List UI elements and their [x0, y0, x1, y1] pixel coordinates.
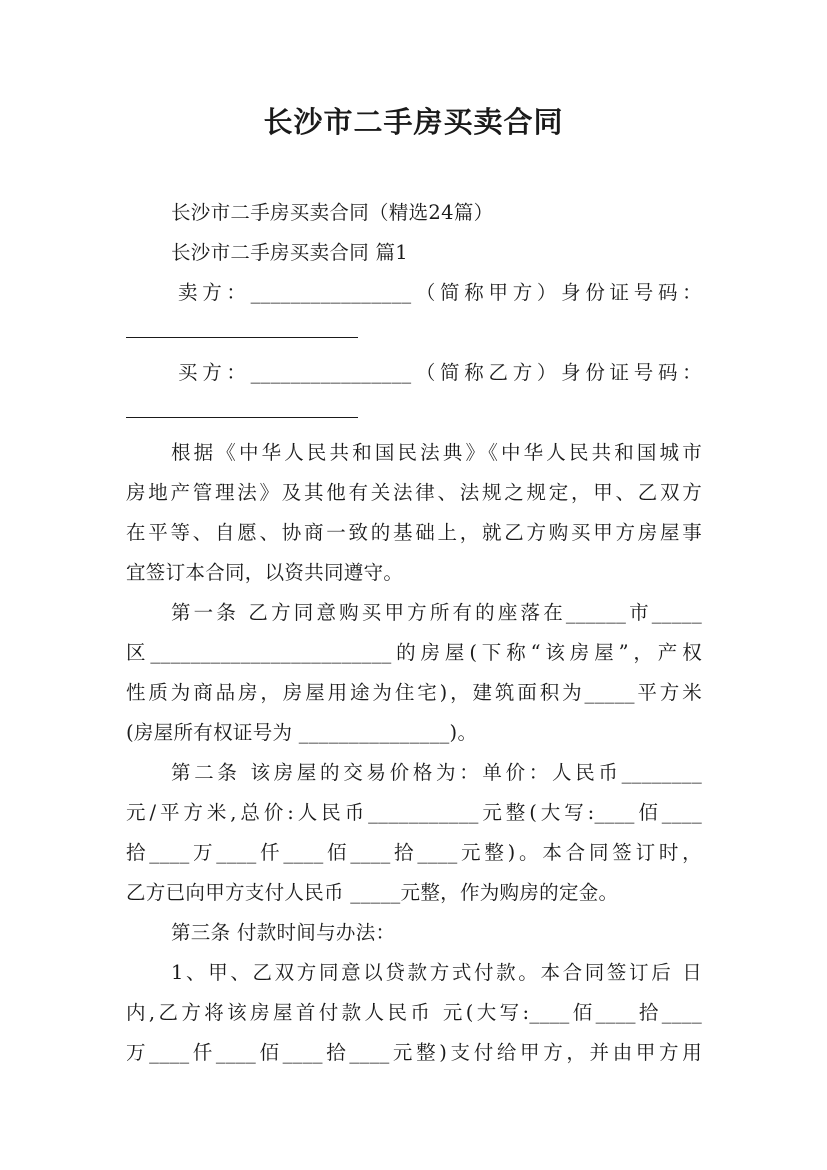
buyer-id-blank: [126, 393, 702, 433]
article-2-line-1: 第二条 该房屋的交易价格为：单价：人民币________: [171, 761, 702, 784]
buyer-line: 买方：________________（简称乙方）身份证号码：: [178, 361, 702, 384]
article-3-line-2: 内,乙方将该房屋首付款人民币 元(大写:____佰____拾____: [126, 1001, 702, 1024]
article-3-heading: 第三条 付款时间与办法：: [171, 921, 396, 944]
document-title: 长沙市二手房买卖合同: [263, 105, 564, 139]
section-heading: 长沙市二手房买卖合同 篇1: [171, 241, 409, 264]
buyer-id-underline: [126, 393, 358, 418]
preamble-line-3: 在平等、自愿、协商一致的基础上，就乙方购买甲方房屋事: [126, 521, 702, 544]
article-1-line-2: 区________________________的房屋(下称“该房屋”，产权: [126, 641, 702, 664]
preamble-line-1: 根据《中华人民共和国民法典》《中华人民共和国城市: [171, 441, 702, 464]
article-2-line-4: 乙方已向甲方支付人民币 _____元整，作为购房的定金。: [126, 881, 619, 904]
article-3-line-3: 万____仟____佰____拾____元整)支付给甲方，并由甲方用: [126, 1041, 702, 1064]
article-2-line-2: 元/平方米,总价:人民币___________元整(大写:____佰____: [126, 801, 702, 824]
seller-line: 卖方：________________（简称甲方）身份证号码：: [178, 281, 702, 304]
article-1-line-1: 第一条 乙方同意购买甲方所有的座落在______市_____: [171, 601, 702, 624]
preamble-line-2: 房地产管理法》及其他有关法律、法规之规定，甲、乙双方: [126, 481, 702, 504]
article-3-line-1: 1、甲、乙双方同意以贷款方式付款。本合同签订后 日: [171, 961, 702, 984]
document-body: [126, 193, 702, 1073]
subtitle-line: 长沙市二手房买卖合同（精选24篇）: [171, 201, 494, 224]
preamble-line-4: 宜签订本合同，以资共同遵守。: [126, 561, 404, 584]
article-2-line-3: 拾____万____仟____佰____拾____元整)。本合同签订时，: [126, 841, 702, 864]
seller-id-blank: [126, 313, 702, 353]
seller-id-underline: [126, 313, 358, 338]
article-1-line-4: (房屋所有权证号为 _______________)。: [126, 721, 478, 744]
article-1-line-3: 性质为商品房，房屋用途为住宅)，建筑面积为_____平方米: [126, 681, 702, 704]
